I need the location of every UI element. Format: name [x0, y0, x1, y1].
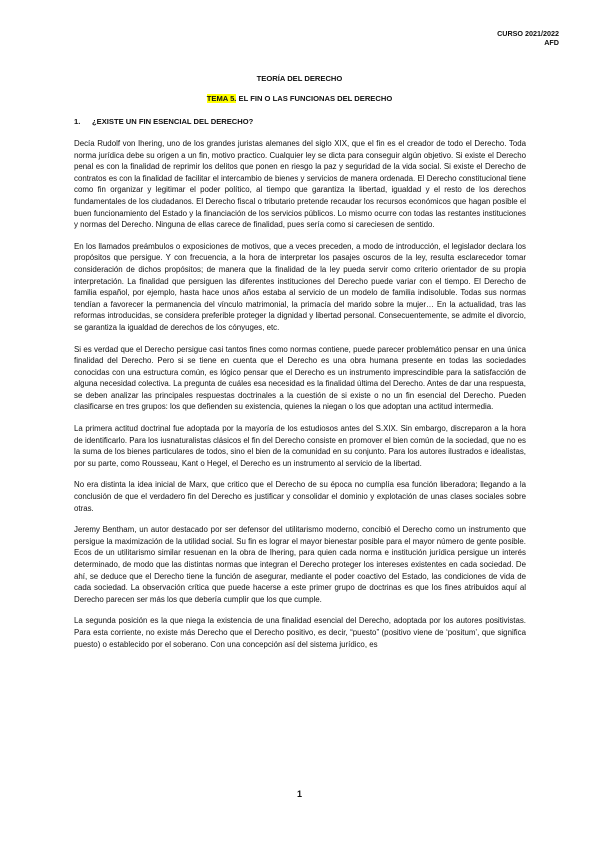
section-heading	[74, 117, 253, 126]
paragraph: La primera actitud doctrinal fue adoptada por la mayoría de los estudiosos antes del S.XIX. Sin embargo, discreparon a la hora de identificarlo. Para los iusnaturalistas clásicos el fin del Derecho consiste en promover el bien común de la sociedad, que no es la suma de los bienes particulares de todos, sino el bien de la comunidad en su conjunto. Para los autores ilustrados e idealistas, por su parte, como Rousseau, Kant o Hegel, el Derecho es un instrumento al servicio de la libertad.	[74, 424, 526, 468]
subject-code: AFD	[544, 38, 559, 47]
course-year: CURSO 2021/2022	[497, 29, 559, 38]
section-number: 1.	[74, 117, 81, 126]
section-title: ¿EXISTE UN FIN ESENCIAL DEL DERECHO?	[92, 117, 254, 126]
topic-name: EL FIN O LAS FUNCIONAS DEL DERECHO	[236, 94, 393, 103]
paragraph: La segunda posición es la que niega la existencia de una finalidad esencial del Derecho, adoptada por los autores positivistas. Para esta corriente, no existe más Derecho que el Derecho positivo, es decir, “puesto” (positivo viene de ‘positum’, que significa puesto) o establecido por el soberano. Con una concepción así del sistema jurídico, es	[74, 616, 526, 649]
paragraph: Decía Rudolf von Ihering, uno de los grandes juristas alemanes del siglo XIX, que el fin es el creador de todo el Derecho. Toda norma jurídica debe su origen a un fin, motivo practico. Cualquier ley se dicta para conseguir algún objetivo. Si existe el Derecho penal es con la finalidad de reprimir los delitos que ponen en riesgo la paz y seguridad de la vida social. Si existe el Derecho de contratos es con la finalidad de facilitar el intercambio de bienes y servicios de manera ordenada. El Derecho constitucional tiene como fin organizar y legitimar el poder político, al tiempo que garantiza la libertad, igualdad y el resto de los derechos fundamentales de los ciudadanos. El Derecho fiscal o tributario pretende recaudar los recursos económicos que hagan posible el buen funcionamiento del Estado y la financiación de los servicios públicos. Lo mismo ocurre con todas las restantes instituciones y normas del Derecho. Ninguna de ellas carece de finalidad, pues sería como si careciesen de sentido.	[74, 139, 526, 230]
paragraph: Jeremy Bentham, un autor destacado por ser defensor del utilitarismo moderno, concibió el Derecho como un instrumento que persigue la maximización de la utilidad social. Su fin es lograr el mayor bienestar posible para el mayor número de gente posible. Ecos de un utilitarismo similar resuenan en la obra de Ihering, para quien cada norma e institución jurídica persigue un interés determinado, de modo que las distintas normas que integran el Derecho proteger los intereses existentes en cada sociedad. De ahí, se deduce que el Derecho tiene la función de asegurar, mediante el poder coactivo del Estado, las condiciones de vida de cada sociedad. La observación crítica que puede hacerse a este primer grupo de doctrinas es que los fines atribuidos aquí al Derecho parecen ser más los que debería cumplir que los que cumple.	[74, 525, 526, 604]
topic-number-highlight: TEMA 5.	[206, 94, 237, 103]
body-text	[74, 138, 526, 660]
paragraph: Si es verdad que el Derecho persigue casi tantos fines como normas contiene, puede parecer problemático pensar en una única finalidad del Derecho. Pero si se tiene en cuenta que el Derecho es una obra humana presente en todas las sociedades conocidas con una estructura común, es lógico pensar que el Derecho es un instrumento imprescindible para la satisfacción de alguna necesidad colectiva. La pregunta de cuáles esa necesidad es la finalidad última del Derecho. Antes de dar una respuesta, se deben analizar las principales respuestas doctrinales a la cuestión de si existe o no un fin esencial del Derecho. Pueden clasificarse en tres grupos: los que defienden su existencia, quienes la niegan o los que adoptan una actitud intermedia.	[74, 344, 526, 412]
course-header	[497, 29, 559, 47]
paragraph: En los llamados preámbulos o exposiciones de motivos, que a veces preceden, a modo de introducción, el legislador declara los propósitos que persigue. Y con frecuencia, a la hora de interpretar los pasajes oscuros de la ley, resulta esclarecedor tomar consideración de dichos propósitos; de manera que la finalidad de la ley pueda servir como criterio orientador de su propia interpretación. La finalidad que persiguen las diferentes instituciones del Derecho puede variar con el tiempo. El Derecho de familia español, por ejemplo, hasta hace unos años estaba al servicio de un modelo de familia indisoluble. Todas sus normas tendían a favorecer la permanencia del vínculo matrimonial, la primacía del marido sobre la mujer… En la actualidad, tras las reformas introducidas, se considera preferible proteger la dignidad y libertad personal. Consecuentemente, se admite el divorcio, se garantiza la igualdad de derechos de los cónyuges, etc.	[74, 241, 526, 332]
document-title: TEORÍA DEL DERECHO	[256, 74, 343, 83]
page-number: 1	[296, 789, 302, 799]
paragraph: No era distinta la idea inicial de Marx, que critico que el Derecho de su época no cumplía esa función liberadora; llegando a la conclusión de que el verdadero fin del Derecho es justificar y consolidar el dominio y explotación de unas clases sociales sobre otras.	[74, 480, 526, 513]
topic-title	[0, 94, 599, 103]
